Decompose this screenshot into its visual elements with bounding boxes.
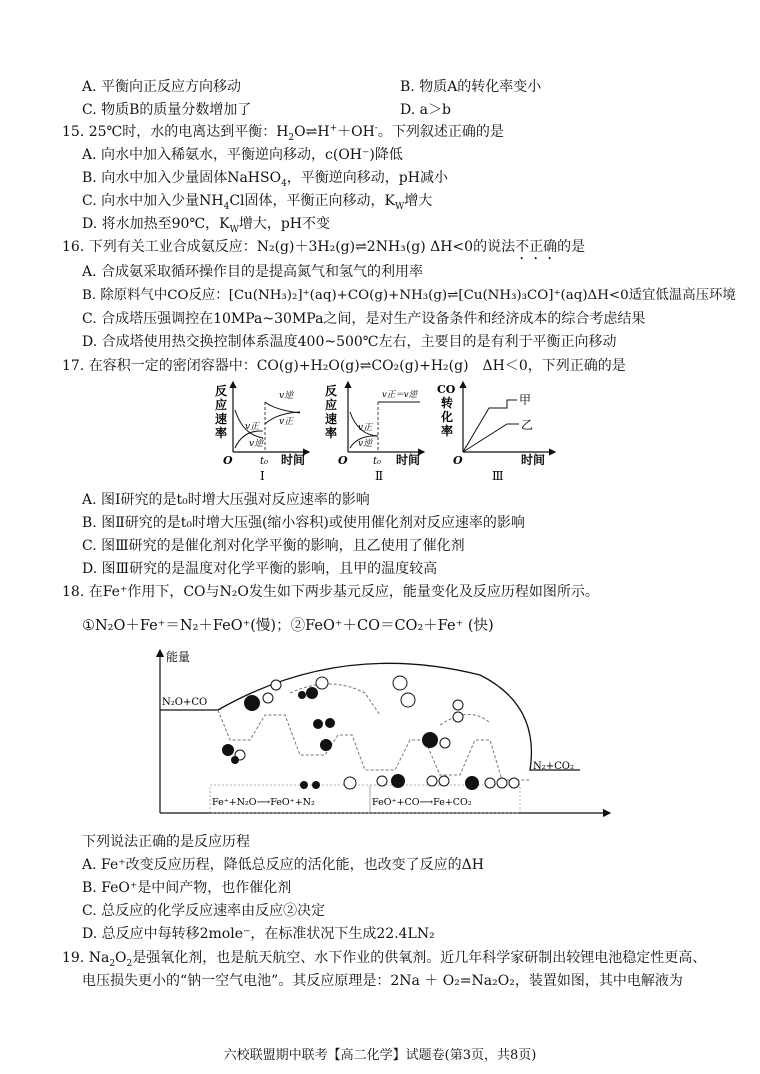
step2-label: FeO⁺+CO⟶Fe+CO₂ xyxy=(372,797,472,808)
q16-option-a: A. 合成氨采取循环操作目的是提高氮气和氢气的利用率 xyxy=(82,264,424,280)
step1-label: Fe⁺+N₂O⟶FeO⁺+N₂ xyxy=(212,797,315,808)
q15-stem-end: 。下列叙述正确的是 xyxy=(377,124,504,140)
fig1-ylabel-1: 应 xyxy=(215,398,228,412)
q15-option-b: B. 向水中加入少量固体NaHSO$_4$，平衡逆向移动，pH减小 xyxy=(82,170,448,189)
q15-c-pre: C. 向水中加入少量NH xyxy=(82,193,224,209)
fig2-top-label: v正＝v逆 xyxy=(382,390,418,400)
fig1-ylabel-2: 速 xyxy=(215,412,228,426)
fig2-v-zheng: v正 xyxy=(358,423,373,433)
fig2-name: Ⅱ xyxy=(375,469,384,483)
q15-stem-tail: ＋OH xyxy=(337,124,375,140)
fig2-t0: t₀ xyxy=(373,456,382,467)
fig1-xlabel: 时间 xyxy=(281,453,306,467)
fig3-jia: 甲 xyxy=(519,393,532,407)
fig3-name: Ⅲ xyxy=(492,469,504,483)
q14-option-a: A. 平衡向正反应方向移动 xyxy=(82,79,242,95)
q16-option-d: D. 合成塔使用热交换控制体系温度400~500℃左右，主要目的是有利于平衡正向移动 xyxy=(82,334,617,350)
q14-option-d: D. a＞b xyxy=(400,102,451,118)
fig1-v-ni-right: v逆 xyxy=(279,391,294,401)
q17-stem: 17. 在容积一定的密闭容器中：CO(g)+H₂O(g)⇌CO₂(g)+H₂(g) ΔH＜0，下列正确的是 xyxy=(62,358,626,374)
fig1-name: Ⅰ xyxy=(260,469,265,483)
q17-figure-2 xyxy=(325,382,424,483)
q18-option-c: C. 总反应的化学反应速率由反应②决定 xyxy=(82,903,326,919)
q17-option-a: A. 图Ⅰ研究的是t₀时增大压强对反应速率的影响 xyxy=(82,492,370,508)
fig2-ylabel-3: 率 xyxy=(325,426,338,440)
q16-option-c: C. 合成塔压强调控在10MPa~30MPa之间，是对生产设备条件和经济成本的综合考虑结果 xyxy=(82,311,646,327)
fig2-v-ni: v逆 xyxy=(358,439,373,449)
q17-option-b: B. 图Ⅱ研究的是t₀时增大压强(缩小容积)或使用催化剂对反应速率的影响 xyxy=(82,515,525,531)
fig2-ylabel-2: 速 xyxy=(325,412,338,426)
fig1-t0: t₀ xyxy=(260,456,269,467)
q17-option-c: C. 图Ⅲ研究的是催化剂对化学平衡的影响，且乙使用了催化剂 xyxy=(82,538,465,554)
fig2-ylabel-0: 反 xyxy=(325,384,338,398)
q17-figure-3 xyxy=(437,382,555,483)
fig3-ylabel-2: 化 xyxy=(441,410,454,424)
fig3-origin: O xyxy=(453,454,463,467)
q19-line2: 电压损失更小的“钠一空气电池”。其反应原理是：2Na ＋ O₂=Na₂O₂，装置如图，其中电解液为 xyxy=(82,973,683,989)
q15-option-d: D. 将水加热至90℃，$K_W$增大，pH不变 xyxy=(82,216,330,235)
q14-option-c: C. 物质B的质量分数增加了 xyxy=(82,102,252,118)
q17-option-d: D. 图Ⅲ研究的是温度对化学平衡的影响，且甲的温度较高 xyxy=(82,561,438,577)
q17-figures xyxy=(205,380,565,490)
q19-line1-post: 是强氧化剂，也是航天航空、水下作业的供氧剂。近几年科学家研制出较锂电池稳定性更高、 xyxy=(132,950,707,966)
energy-start-label: N₂O+CO xyxy=(162,697,208,708)
q15-b-post: ，平衡逆向移动，pH减小 xyxy=(286,170,448,186)
q15-option-c: C. 向水中加入少量$NH_4Cl$固体，平衡正向移动，$K_W$增大 xyxy=(82,193,433,212)
fig1-v-zheng-right: v正 xyxy=(279,417,294,427)
q18-option-a: A. Fe⁺改变反应历程，降低总反应的活化能，也改变了反应的ΔH xyxy=(82,857,484,873)
page-footer: 六校联盟期中联考【高二化学】试题卷(第3页，共8页) xyxy=(223,1048,537,1063)
q16-stem-text: 16. 下列有关工业合成氨反应：N₂(g)＋3H₂(g)⇌2NH₃(g) ΔH<0的说法 xyxy=(62,239,516,255)
fig2-origin: O xyxy=(338,454,348,467)
q19-line1: 19. $Na_2O_2$是强氧化剂，也是航天航空、水下作业的供氧剂。近几年科学家研制出较锂电池稳定性更高、 xyxy=(62,950,707,969)
q17-figure-1 xyxy=(215,382,309,483)
fig3-xlabel: 时间 xyxy=(521,453,546,467)
fig1-v-zheng-left: v正 xyxy=(245,422,260,432)
fig2-ylabel-1: 应 xyxy=(325,398,338,412)
q15-d-post: 增大，pH不变 xyxy=(238,216,330,232)
q19-line1-pre: 19. Na xyxy=(62,950,110,966)
fig2-xlabel: 时间 xyxy=(396,453,421,467)
q18-option-d: D. 总反应中每转移2mole⁻，在标准状况下生成22.4LN₂ xyxy=(82,926,435,942)
q15-c-mid: Cl固体，平衡正向移动，K xyxy=(229,193,395,209)
q18-energy-diagram xyxy=(140,645,620,835)
fig1-ylabel-0: 反 xyxy=(215,384,228,398)
q15-stem: 15. 25℃时，水的电离达到平衡：$H_2O\rightleftharpoons H^++OH^-$。下列叙述正确的是 xyxy=(62,123,504,143)
q18-lead: 下列说法正确的是反应历程 xyxy=(82,834,250,850)
q19-line1-mid: O xyxy=(115,950,127,966)
energy-ylabel: 能量 xyxy=(166,650,191,664)
q15-stem-post: O⇌H xyxy=(294,124,330,140)
q15-d-pre: D. 将水加热至90℃，K xyxy=(82,216,230,232)
fig3-ylabel-1: 转 xyxy=(441,396,454,410)
q18-stem: 18. 在Fe⁺作用下，CO与N₂O发生如下两步基元反应，能量变化及反应历程如图所示。 xyxy=(62,584,599,600)
q15-stem-pre: 15. 25℃时，水的电离达到平衡：H xyxy=(62,124,289,140)
q14-option-b: B. 物质A的转化率变小 xyxy=(400,79,542,95)
fig3-yi: 乙 xyxy=(521,418,534,432)
q18-option-b: B. FeO⁺是中间产物，也作催化剂 xyxy=(82,880,292,896)
fig1-v-ni-left: v逆 xyxy=(249,439,264,449)
q16-stem xyxy=(62,237,585,263)
fig3-ylabel-3: 率 xyxy=(441,424,454,438)
q16-stem-end: 的是 xyxy=(557,239,586,255)
q18-equations: ①N₂O＋Fe⁺＝N₂＋FeO⁺(慢)；②FeO⁺＋CO＝CO₂＋Fe⁺ (快) xyxy=(82,618,494,634)
fig1-origin: O xyxy=(223,454,233,467)
fig3-ylabel-0: CO xyxy=(437,383,456,396)
q16-stem-emphasis: 不正确 xyxy=(515,239,558,255)
energy-end-label: N₂+CO₂ xyxy=(533,761,574,772)
q15-c-post: 增大 xyxy=(404,193,433,209)
q15-b-pre: B. 向水中加入少量固体NaHSO xyxy=(82,170,282,186)
q16-option-b: B. 除原料气中CO反应：[Cu(NH₃)₂]⁺(aq)+CO(g)+NH₃(g)⇌[Cu(NH₃)₃CO]⁺(aq)ΔH<0适宜低温高压环境 xyxy=(82,288,736,303)
molecule-icons xyxy=(222,676,519,790)
q15-option-a: A. 向水中加入稀氨水，平衡逆向移动，c(OH⁻)降低 xyxy=(82,147,403,163)
fig1-ylabel-3: 率 xyxy=(215,426,228,440)
